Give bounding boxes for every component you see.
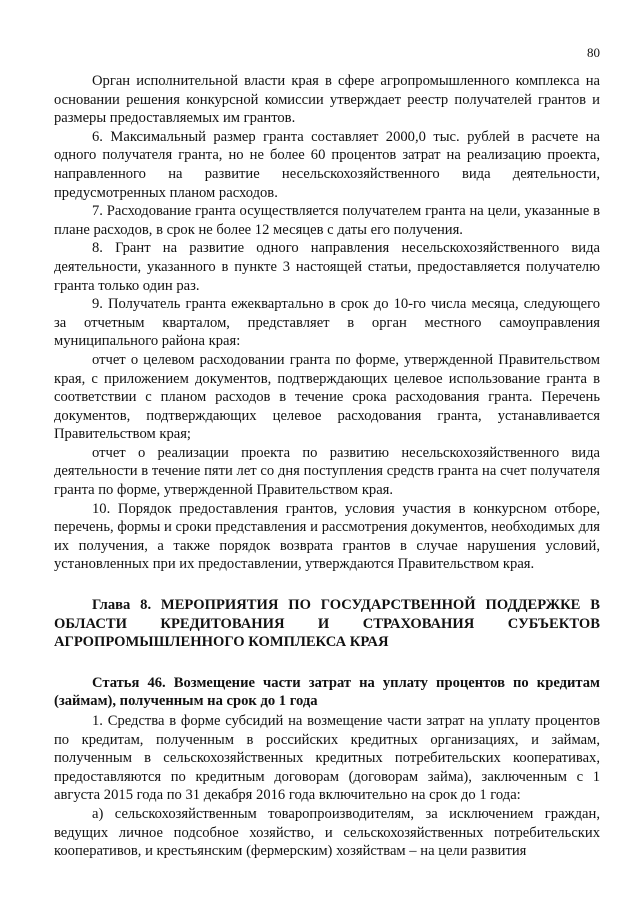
page-number: 80 (587, 45, 600, 60)
article-heading: Статья 46. Возмещение части затрат на уплату процентов по кредитам (займам), полученным на срок до 1 года (54, 674, 600, 710)
paragraph: 1. Средства в форме субсидий на возмещение части затрат на уплату процентов по кредитам, полученным в российских кредитных организациях, и займам, полученным в сельскохозяйственных кредитных потребительских кооперативах, предоставляются по кредитным договорам (договорам займа), заключенным с 1 августа 2015 года по 31 декабря 2016 года включительно на срок до 1 года: (54, 713, 600, 804)
paragraph: отчет о реализации проекта по развитию несельскохозяйственного вида деятельности в течение пяти лет со дня поступления средств гранта на счет получателя гранта по форме, утвержденной Правительством края. (54, 444, 600, 499)
paragraph: 7. Расходование гранта осуществляется получателем гранта на цели, указанные в плане расходов, в срок не более 12 месяцев с даты его получения. (54, 203, 600, 238)
paragraph: 8. Грант на развитие одного направления несельскохозяйственного вида деятельности, указанного в пункте 3 настоящей статьи, предоставляется получателю гранта только один раз. (54, 240, 600, 294)
paragraph: Орган исполнительной власти края в сфере агропромышленного комплекса на основании решения конкурсной комиссии утверждает реестр получателей грантов и размеры предоставляемых им грантов. (54, 73, 600, 127)
page-content (54, 72, 600, 861)
paragraph: 9. Получатель гранта ежеквартально в срок до 10-го числа месяца, следующего за отчетным кварталом, представляет в орган местного самоуправления муниципального района края: (54, 296, 600, 350)
paragraph: а) сельскохозяйственным товаропроизводителям, за исключением граждан, ведущих личное подсобное хозяйство, и сельскохозяйственных потребительских кооперативов, и крестьянским (фермерским) хозяйствам – на цели развития (54, 805, 600, 860)
paragraph: отчет о целевом расходовании гранта по форме, утвержденной Правительством края, с приложением документов, подтверждающих целевое использование гранта в соответствии с планом расходов в течение срока расходования гранта. Перечень документов, подтверждающих целевое расходования гранта, устанавливается Правительством края; (54, 351, 600, 443)
paragraph: 6. Максимальный размер гранта составляет 2000,0 тыс. рублей в расчете на одного получателя гранта, но не более 60 процентов затрат на реализацию проекта, направленного на развитие несельскохозяйственного вида деятельности, предусмотренных планом расходов. (54, 128, 600, 201)
paragraph: 10. Порядок предоставления грантов, условия участия в конкурсном отборе, перечень, формы и сроки представления и рассмотрения документов, необходимых для их получения, а также порядок возврата грантов в случае нарушения условий, установленных при их предоставлении, утверждаются Правительством края. (54, 500, 600, 573)
chapter-heading: Глава 8. МЕРОПРИЯТИЯ ПО ГОСУДАРСТВЕННОЙ ПОДДЕРЖКЕ В ОБЛАСТИ КРЕДИТОВАНИЯ И СТРАХОВАНИЯ СУБЪЕКТОВ АГРОПРОМЫШЛЕННОГО КОМПЛЕКСА КРАЯ (54, 597, 600, 651)
